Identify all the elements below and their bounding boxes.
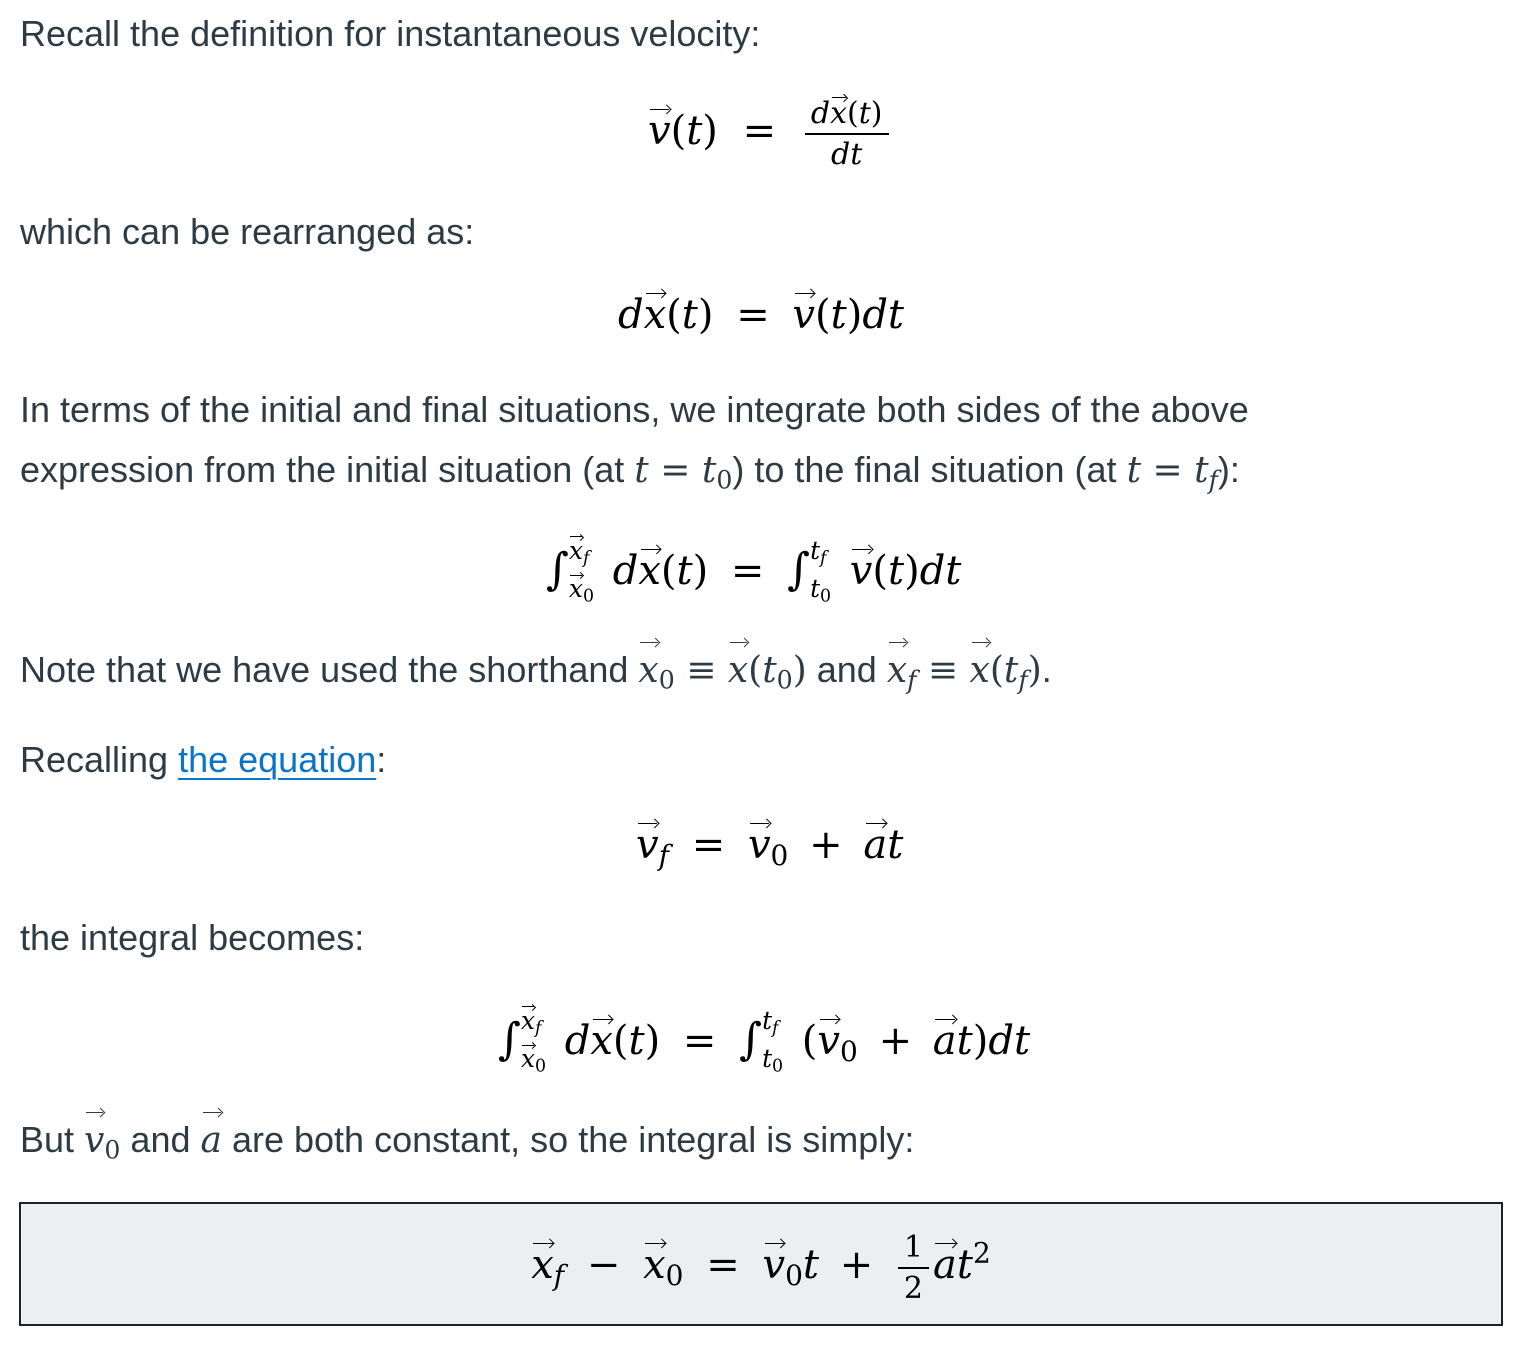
result-equation-box <box>19 1202 1503 1326</box>
shorthand-text-start: Note that we have used the shorthand <box>20 649 639 690</box>
initial-time-math: $t = t_0$ <box>634 450 733 495</box>
recalling-text <box>20 730 386 790</box>
v0-math: $v_0$ <box>84 1120 120 1161</box>
intro-text: Recall the definition for instantaneous velocity: <box>20 13 761 54</box>
rearranged-text: which can be rearranged as: <box>20 211 475 252</box>
integrate-text-end: ): <box>1217 449 1240 490</box>
velocity-definition-equation: v(t) = $\frac{dx(t)}{dt}$ <box>648 96 893 172</box>
constants-text-start: But <box>20 1119 85 1160</box>
integrate-text-line2 <box>20 440 1240 510</box>
shorthand-text-and: and <box>806 649 887 690</box>
x0-shorthand-math: $x_0 \equiv x(t_0)$ <box>638 650 806 691</box>
one-half-fraction: $\frac{1}{2}$ <box>898 1230 929 1306</box>
shorthand-text-end: . <box>1041 649 1052 690</box>
position-result-equation: $x_f - x_0 = v_0t$ + $\frac{1}{2}$ $at^2$ <box>531 1230 991 1306</box>
differential-equation: dx(t) = v(t)dt <box>618 292 905 338</box>
velocity-equation: $v_f = v_0$ + at <box>636 822 904 872</box>
constants-text-end: are both constant, so the integral is simply: <box>221 1119 915 1160</box>
substituted-integral-equation: ∫ $x_f$ $x_0$ dx(t) = ∫ $t_f$ $t_0$ $(v_0 + at)dt$ <box>498 1006 1031 1077</box>
recalling-text-start: Recalling <box>20 739 179 780</box>
equation-link[interactable]: the equation <box>178 739 377 780</box>
integrate-text-mid: ) to the final situation (at <box>732 449 1127 490</box>
constants-text <box>20 1110 914 1180</box>
integrate-text-line1: In terms of the initial and final situations, we integrate both sides of the above <box>20 389 1249 430</box>
shorthand-text <box>20 640 1052 710</box>
integral-becomes-text: the integral becomes: <box>20 917 365 958</box>
final-time-math: $t = t_f$ <box>1126 450 1218 495</box>
a-math: a <box>201 1120 222 1161</box>
xf-shorthand-math: $x_f \equiv x(t_f)$ <box>887 650 1042 691</box>
derivative-fraction: $\frac{dx(t)}{dt}$ <box>805 96 889 172</box>
integrate-text-start: expression from the initial situation (at <box>20 449 635 490</box>
integral-equation: ∫ $x_f$ $x_0$ dx(t) = ∫ $t_f$ $t_0$ v(t)dt <box>546 536 962 607</box>
recalling-text-end: : <box>376 739 387 780</box>
constants-text-and: and <box>120 1119 201 1160</box>
